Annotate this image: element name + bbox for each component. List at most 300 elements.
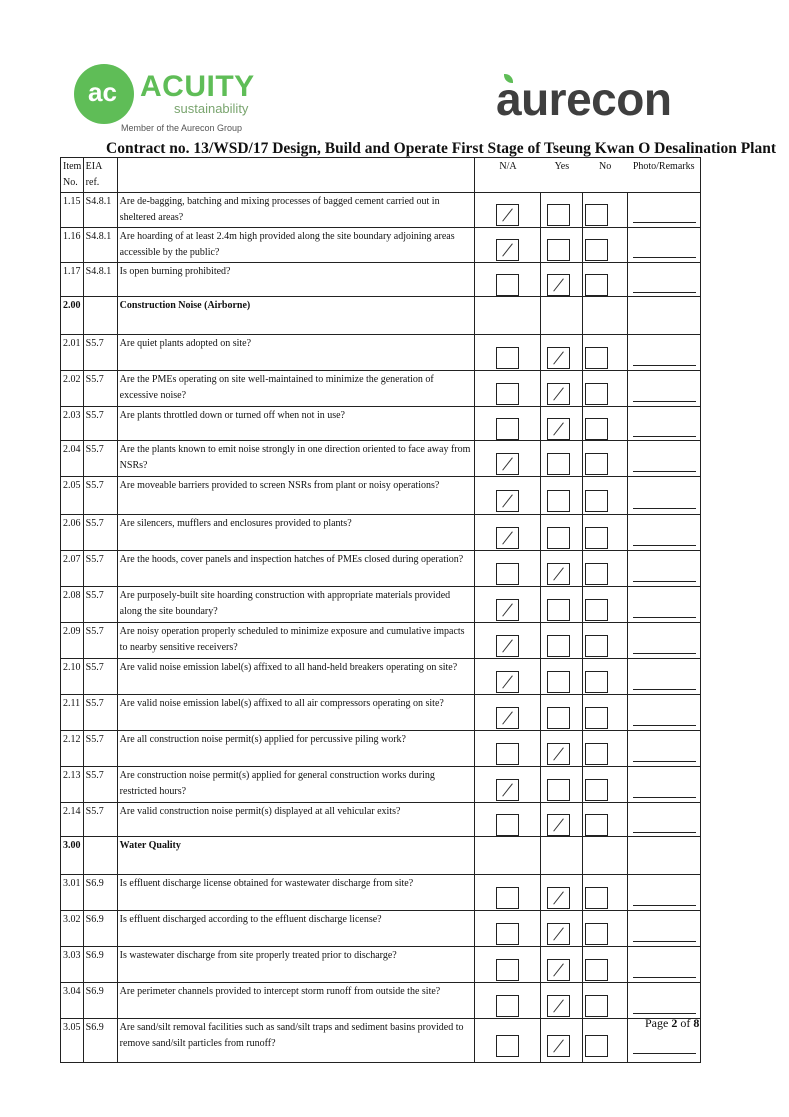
yes-cell [541,837,583,875]
yes-checkbox[interactable] [547,743,570,765]
no-checkbox[interactable] [585,563,608,585]
question-text: Are de-bagging, batching and mixing processes of bagged cement carried out in sheltered areas? [117,193,475,228]
item-number: 2.03 [61,407,84,441]
remarks-line[interactable] [633,508,696,509]
na-cell [475,659,541,695]
remarks-cell [627,875,700,911]
question-text: Are all construction noise permit(s) applied for percussive piling work? [117,731,475,767]
remarks-line[interactable] [633,761,696,762]
na-cell [475,515,541,551]
na-checkbox[interactable] [496,274,519,296]
remarks-line[interactable] [633,222,696,223]
na-checkbox[interactable] [496,814,519,836]
na-checkbox[interactable] [496,959,519,981]
question-text: Are sand/silt removal facilities such as sand/silt traps and sediment basins provided to remove sand/silt particles from runoff? [117,1019,475,1063]
remarks-cell [627,983,700,1019]
na-checkbox[interactable] [496,347,519,369]
question-text: Are valid noise emission label(s) affixed to all air compressors operating on site? [117,695,475,731]
remarks-line[interactable] [633,725,696,726]
no-checkbox[interactable] [585,814,608,836]
na-cell [475,477,541,515]
no-cell [583,477,627,515]
remarks-line[interactable] [633,545,696,546]
remarks-line[interactable] [633,689,696,690]
item-number: 2.01 [61,335,84,371]
no-cell [583,659,627,695]
remarks-line[interactable] [633,905,696,906]
item-number: 2.00 [61,297,84,335]
eia-ref: S5.7 [83,441,117,477]
question-text: Is effluent discharge license obtained for wastewater discharge from site? [117,875,475,911]
na-checkbox[interactable] [496,1035,519,1057]
yes-checkbox[interactable] [547,923,570,945]
yes-cell [541,551,583,587]
table-row [61,623,701,659]
remarks-cell [627,837,700,875]
yes-checkbox[interactable] [547,995,570,1017]
na-checkbox[interactable] [496,923,519,945]
item-number: 3.04 [61,983,84,1019]
no-cell [583,551,627,587]
item-number: 3.03 [61,947,84,983]
section-row [61,837,701,875]
header-question [117,158,475,193]
table-row [61,551,701,587]
table-row [61,659,701,695]
item-number: 2.07 [61,551,84,587]
remarks-cell [627,335,700,371]
section-title: Construction Noise (Airborne) [117,297,475,335]
yes-checkbox[interactable] [547,274,570,296]
yes-checkbox[interactable] [547,563,570,585]
no-cell [583,731,627,767]
table-row [61,767,701,803]
yes-checkbox[interactable] [547,707,570,729]
yes-checkbox[interactable] [547,490,570,512]
remarks-cell [627,803,700,837]
yes-checkbox[interactable] [547,671,570,693]
yes-checkbox[interactable] [547,814,570,836]
eia-ref: S6.9 [83,1019,117,1063]
no-checkbox[interactable] [585,599,608,621]
item-number: 1.16 [61,228,84,263]
remarks-cell [627,441,700,477]
table-row [61,911,701,947]
remarks-line[interactable] [633,257,696,258]
item-number: 2.13 [61,767,84,803]
no-checkbox[interactable] [585,274,608,296]
eia-ref [83,837,117,875]
yes-checkbox[interactable] [547,599,570,621]
table-row [61,515,701,551]
yes-cell [541,335,583,371]
na-cell [475,695,541,731]
na-cell [475,623,541,659]
section-title: Water Quality [117,837,475,875]
remarks-cell [627,371,700,407]
na-checkbox[interactable] [496,418,519,440]
checklist-table [60,157,701,1063]
table-row [61,1019,701,1063]
remarks-cell [627,263,700,297]
eia-ref: S5.7 [83,477,117,515]
no-checkbox[interactable] [585,743,608,765]
yes-checkbox[interactable] [547,1035,570,1057]
na-checkbox[interactable] [496,779,519,801]
question-text: Are plants throttled down or turned off when not in use? [117,407,475,441]
eia-ref: S5.7 [83,659,117,695]
no-cell [583,911,627,947]
table-row [61,983,701,1019]
remarks-cell [627,623,700,659]
table-row [61,477,701,515]
eia-ref: S5.7 [83,731,117,767]
yes-checkbox[interactable] [547,453,570,475]
eia-ref: S6.9 [83,947,117,983]
header-na: N/A [475,158,541,193]
yes-cell [541,193,583,228]
remarks-line[interactable] [633,436,696,437]
na-checkbox[interactable] [496,707,519,729]
aurecon-name: aurecon [496,73,672,125]
acuity-tagline: sustainability [174,101,249,116]
na-cell [475,193,541,228]
na-cell [475,1019,541,1063]
no-cell [583,983,627,1019]
eia-ref: S5.7 [83,695,117,731]
remarks-line[interactable] [633,617,696,618]
eia-ref: S5.7 [83,371,117,407]
na-cell [475,551,541,587]
remarks-cell [627,911,700,947]
no-checkbox[interactable] [585,995,608,1017]
question-text: Is wastewater discharge from site properly treated prior to discharge? [117,947,475,983]
eia-ref: S5.7 [83,335,117,371]
no-cell [583,335,627,371]
table-row [61,695,701,731]
eia-ref: S4.8.1 [83,263,117,297]
eia-ref: S5.7 [83,515,117,551]
yes-cell [541,1019,583,1063]
no-checkbox[interactable] [585,239,608,261]
yes-cell [541,371,583,407]
question-text: Are perimeter channels provided to intercept storm runoff from outside the site? [117,983,475,1019]
yes-cell [541,767,583,803]
remarks-line[interactable] [633,292,696,293]
remarks-line[interactable] [633,653,696,654]
yes-checkbox[interactable] [547,959,570,981]
no-checkbox[interactable] [585,347,608,369]
eia-ref [83,297,117,335]
no-cell [583,193,627,228]
na-cell [475,731,541,767]
no-cell [583,875,627,911]
table-row [61,193,701,228]
no-checkbox[interactable] [585,204,608,226]
table-row [61,441,701,477]
eia-ref: S6.9 [83,875,117,911]
yes-checkbox[interactable] [547,347,570,369]
na-checkbox[interactable] [496,527,519,549]
yes-cell [541,515,583,551]
yes-cell [541,695,583,731]
eia-ref: S5.7 [83,551,117,587]
eia-ref: S5.7 [83,623,117,659]
na-cell [475,983,541,1019]
yes-checkbox[interactable] [547,527,570,549]
no-cell [583,695,627,731]
question-text: Are the hoods, cover panels and inspection hatches of PMEs closed during operation? [117,551,475,587]
question-text: Are silencers, mufflers and enclosures provided to plants? [117,515,475,551]
yes-cell [541,623,583,659]
question-text: Are valid construction noise permit(s) displayed at all vehicular exits? [117,803,475,837]
table-row [61,228,701,263]
page-number [645,1016,699,1031]
eia-ref: S4.8.1 [83,228,117,263]
table-row [61,875,701,911]
no-cell [583,297,627,335]
page-prefix: Page [645,1016,669,1030]
remarks-line[interactable] [633,401,696,402]
yes-cell [541,803,583,837]
na-cell [475,803,541,837]
question-text: Are moveable barriers provided to screen NSRs from plant or noisy operations? [117,477,475,515]
yes-cell [541,875,583,911]
remarks-cell [627,731,700,767]
question-text: Are noisy operation properly scheduled to minimize exposure and cumulative impacts to nearby sensitive receivers? [117,623,475,659]
na-cell [475,875,541,911]
no-checkbox[interactable] [585,707,608,729]
yes-cell [541,407,583,441]
acuity-mark-text: ac [88,77,117,107]
item-number: 2.08 [61,587,84,623]
question-text: Are purposely-built site hoarding construction with appropriate materials provided along the site boundary? [117,587,475,623]
na-checkbox[interactable] [496,490,519,512]
na-checkbox[interactable] [496,563,519,585]
yes-cell [541,477,583,515]
no-cell [583,407,627,441]
no-checkbox[interactable] [585,635,608,657]
table-row [61,587,701,623]
yes-cell [541,731,583,767]
question-text: Are quiet plants adopted on site? [117,335,475,371]
yes-cell [541,983,583,1019]
eia-ref: S5.7 [83,767,117,803]
item-number: 2.04 [61,441,84,477]
no-checkbox[interactable] [585,490,608,512]
question-text: Are the PMEs operating on site well-maintained to minimize the generation of excessive noise? [117,371,475,407]
no-checkbox[interactable] [585,383,608,405]
item-number: 2.14 [61,803,84,837]
acuity-name: ACUITY [140,70,255,103]
yes-checkbox[interactable] [547,635,570,657]
no-checkbox[interactable] [585,527,608,549]
remarks-line[interactable] [633,977,696,978]
item-number: 1.15 [61,193,84,228]
remarks-cell [627,695,700,731]
remarks-cell [627,407,700,441]
no-cell [583,947,627,983]
remarks-cell [627,587,700,623]
table-row [61,731,701,767]
table-row [61,335,701,371]
no-cell [583,803,627,837]
remarks-cell [627,767,700,803]
no-cell [583,263,627,297]
yes-cell [541,228,583,263]
na-checkbox[interactable] [496,743,519,765]
item-number: 2.10 [61,659,84,695]
na-cell [475,407,541,441]
item-number: 2.02 [61,371,84,407]
yes-cell [541,263,583,297]
eia-ref: S5.7 [83,803,117,837]
no-checkbox[interactable] [585,779,608,801]
na-cell [475,911,541,947]
no-cell [583,767,627,803]
yes-checkbox[interactable] [547,418,570,440]
question-text: Are hoarding of at least 2.4m high provided along the site boundary adjoining areas accessible by the public? [117,228,475,263]
eia-ref: S5.7 [83,587,117,623]
page-total: 8 [693,1016,700,1030]
remarks-cell [627,659,700,695]
no-cell [583,371,627,407]
section-row [61,297,701,335]
no-checkbox[interactable] [585,418,608,440]
yes-cell [541,659,583,695]
no-checkbox[interactable] [585,959,608,981]
no-cell [583,515,627,551]
no-checkbox[interactable] [585,671,608,693]
table-row [61,803,701,837]
no-cell [583,837,627,875]
page-of: of [680,1016,691,1030]
yes-checkbox[interactable] [547,779,570,801]
table-header-row [61,158,701,193]
item-number: 3.00 [61,837,84,875]
header-remarks: Photo/Remarks [627,158,700,193]
remarks-line[interactable] [633,471,696,472]
na-cell [475,587,541,623]
remarks-cell [627,515,700,551]
na-cell [475,767,541,803]
yes-checkbox[interactable] [547,204,570,226]
yes-checkbox[interactable] [547,887,570,909]
aurecon-logo [496,72,696,132]
item-number: 3.05 [61,1019,84,1063]
na-cell [475,837,541,875]
na-checkbox[interactable] [496,887,519,909]
remarks-cell [627,297,700,335]
header-no: No [583,158,627,193]
item-number: 3.02 [61,911,84,947]
remarks-line[interactable] [633,797,696,798]
no-cell [583,1019,627,1063]
item-number: 1.17 [61,263,84,297]
question-text: Are valid noise emission label(s) affixed to all hand-held breakers operating on site? [117,659,475,695]
no-checkbox[interactable] [585,1035,608,1057]
no-cell [583,441,627,477]
table-row [61,407,701,441]
item-number: 2.09 [61,623,84,659]
table-row [61,371,701,407]
item-number: 2.05 [61,477,84,515]
question-text: Are the plants known to emit noise strongly in one direction oriented to face away from NSRs? [117,441,475,477]
eia-ref: S6.9 [83,911,117,947]
question-text: Are construction noise permit(s) applied for general construction works during restricted hours? [117,767,475,803]
no-cell [583,623,627,659]
item-number: 2.06 [61,515,84,551]
header-eia: EIA ref. [83,158,117,193]
remarks-line[interactable] [633,832,696,833]
remarks-cell [627,947,700,983]
eia-ref: S5.7 [83,407,117,441]
yes-checkbox[interactable] [547,383,570,405]
header-item: Item No. [61,158,84,193]
contract-title: Contract no. 13/WSD/17 Design, Build and Operate First Stage of Tseung Kwan O Desalination Plant [106,140,777,157]
item-number: 3.01 [61,875,84,911]
na-cell [475,297,541,335]
acuity-member-text: Member of the Aurecon Group [121,123,243,133]
remarks-cell [627,551,700,587]
remarks-cell [627,228,700,263]
na-checkbox[interactable] [496,599,519,621]
question-text: Is open burning prohibited? [117,263,475,297]
acuity-logo [74,64,274,134]
na-cell [475,335,541,371]
acuity-logo-mark [74,64,134,124]
eia-ref: S6.9 [83,983,117,1019]
remarks-line[interactable] [633,581,696,582]
remarks-line[interactable] [633,1013,696,1014]
na-checkbox[interactable] [496,453,519,475]
question-text: Is effluent discharged according to the effluent discharge license? [117,911,475,947]
table-row [61,947,701,983]
no-checkbox[interactable] [585,453,608,475]
no-checkbox[interactable] [585,923,608,945]
no-cell [583,587,627,623]
na-cell [475,371,541,407]
na-checkbox[interactable] [496,671,519,693]
no-cell [583,228,627,263]
na-checkbox[interactable] [496,239,519,261]
page-current: 2 [671,1016,678,1030]
remarks-cell [627,193,700,228]
remarks-line[interactable] [633,365,696,366]
yes-cell [541,441,583,477]
na-cell [475,263,541,297]
remarks-cell [627,477,700,515]
na-checkbox[interactable] [496,383,519,405]
table-row [61,263,701,297]
yes-cell [541,587,583,623]
na-cell [475,947,541,983]
remarks-line[interactable] [633,1053,696,1054]
no-checkbox[interactable] [585,887,608,909]
item-number: 2.11 [61,695,84,731]
item-number: 2.12 [61,731,84,767]
yes-cell [541,297,583,335]
na-checkbox[interactable] [496,204,519,226]
header-yes: Yes [541,158,583,193]
remarks-line[interactable] [633,941,696,942]
yes-cell [541,911,583,947]
na-checkbox[interactable] [496,635,519,657]
yes-checkbox[interactable] [547,239,570,261]
eia-ref: S4.8.1 [83,193,117,228]
na-cell [475,441,541,477]
na-checkbox[interactable] [496,995,519,1017]
